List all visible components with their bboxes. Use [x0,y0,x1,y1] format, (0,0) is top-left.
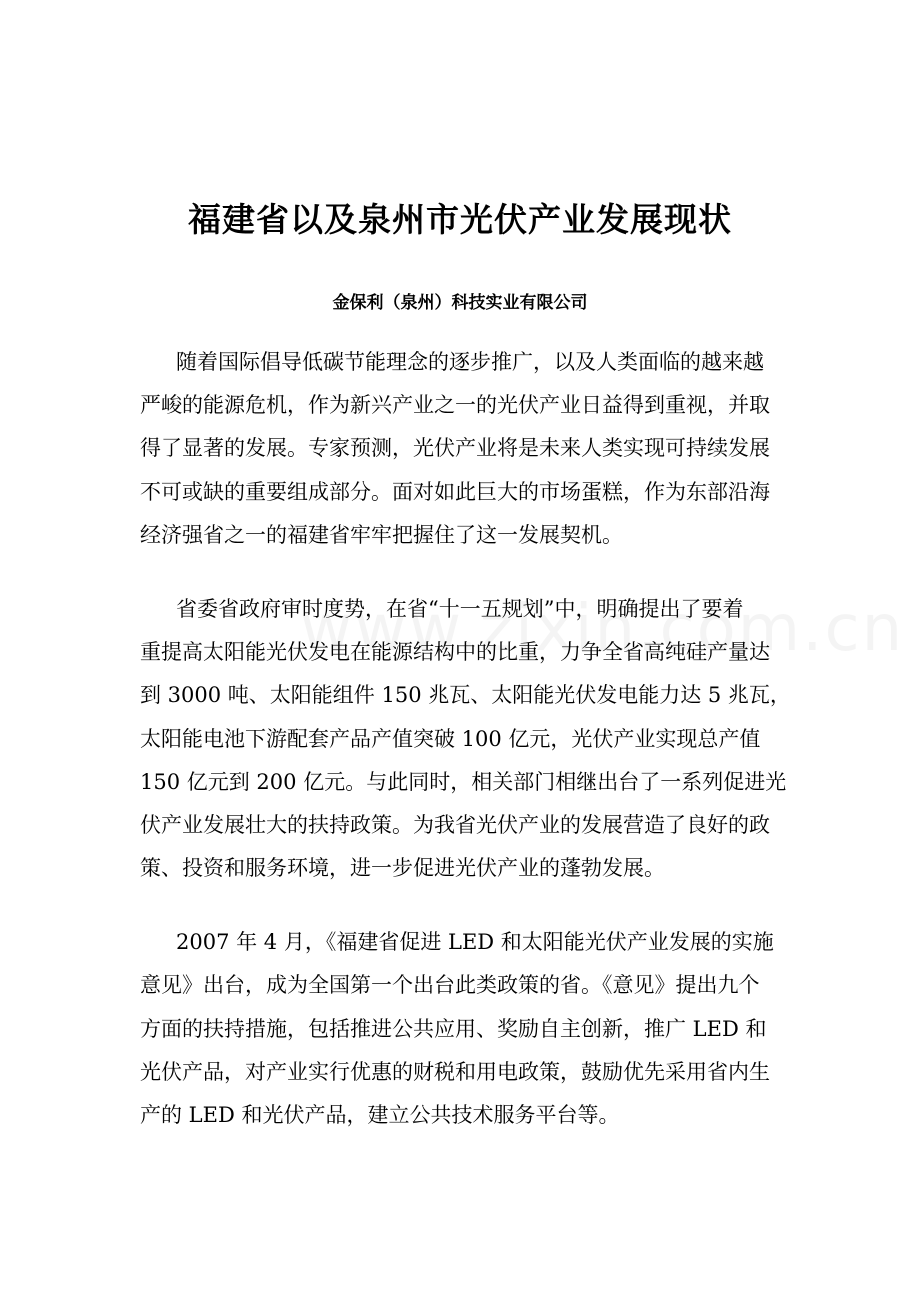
document-subtitle: 金保利（泉州）科技实业有限公司 [332,293,588,313]
document-body [140,341,790,1168]
paragraph-line: 150 亿元到 200 亿元。与此同时，相关部门相继出台了一系列促进光 [140,769,787,794]
paragraph-line: 产的 LED 和光伏产品，建立公共技术服务平台等。 [140,1103,620,1127]
paragraph-line: 省委省政府审时度势，在省“十一五规划”中，明确提出了要着 [176,596,744,621]
paragraph-line: 太阳能电池下游配套产品产值突破 100 亿元，光伏产业实现总产值 [140,726,761,751]
document-title: 福建省以及泉州市光伏产业发展现状 [188,200,732,239]
paragraph-1 [140,341,790,557]
paragraph-line: 伏产业发展壮大的扶持政策。为我省光伏产业的发展营造了良好的政 [140,812,770,837]
paragraph-line: 重提高太阳能光伏发电在能源结构中的比重，力争全省高纯硅产量达 [140,640,770,665]
paragraph-line: 经济强省之一的福建省牢牢把握住了这一发展契机。 [140,522,623,547]
paragraph-line: 到 3000 吨、太阳能组件 150 兆瓦、太阳能光伏发电能力达 5 兆瓦， [140,683,791,708]
paragraph-line: 得了显著的发展。专家预测，光伏产业将是未来人类实现可持续发展 [140,436,770,461]
paragraph-line: 意见》出台，成为全国第一个出台此类政策的省。《意见》提出九个 [140,973,760,998]
paragraph-line: 方面的扶持措施，包括推进公共应用、奖励自主创新，推广 LED 和 [140,1016,767,1041]
paragraph-2 [140,588,790,890]
paragraph-line: 严峻的能源危机，作为新兴产业之一的光伏产业日益得到重视，并取 [140,393,770,418]
paragraph-3 [140,921,790,1137]
paragraph-line: 2007 年 4 月，《福建省促进 LED 和太阳能光伏产业发展的实施 [176,930,774,955]
paragraph-line: 随着国际倡导低碳节能理念的逐步推广，以及人类面临的越来越 [176,350,764,374]
paragraph-line: 光伏产品，对产业实行优惠的财税和用电政策，鼓励优先采用省内生 [140,1059,770,1084]
paragraph-line: 不可或缺的重要组成部分。面对如此巨大的市场蛋糕，作为东部沿海 [140,479,770,504]
paragraph-line: 策、投资和服务环境，进一步促进光伏产业的蓬勃发展。 [140,856,665,881]
